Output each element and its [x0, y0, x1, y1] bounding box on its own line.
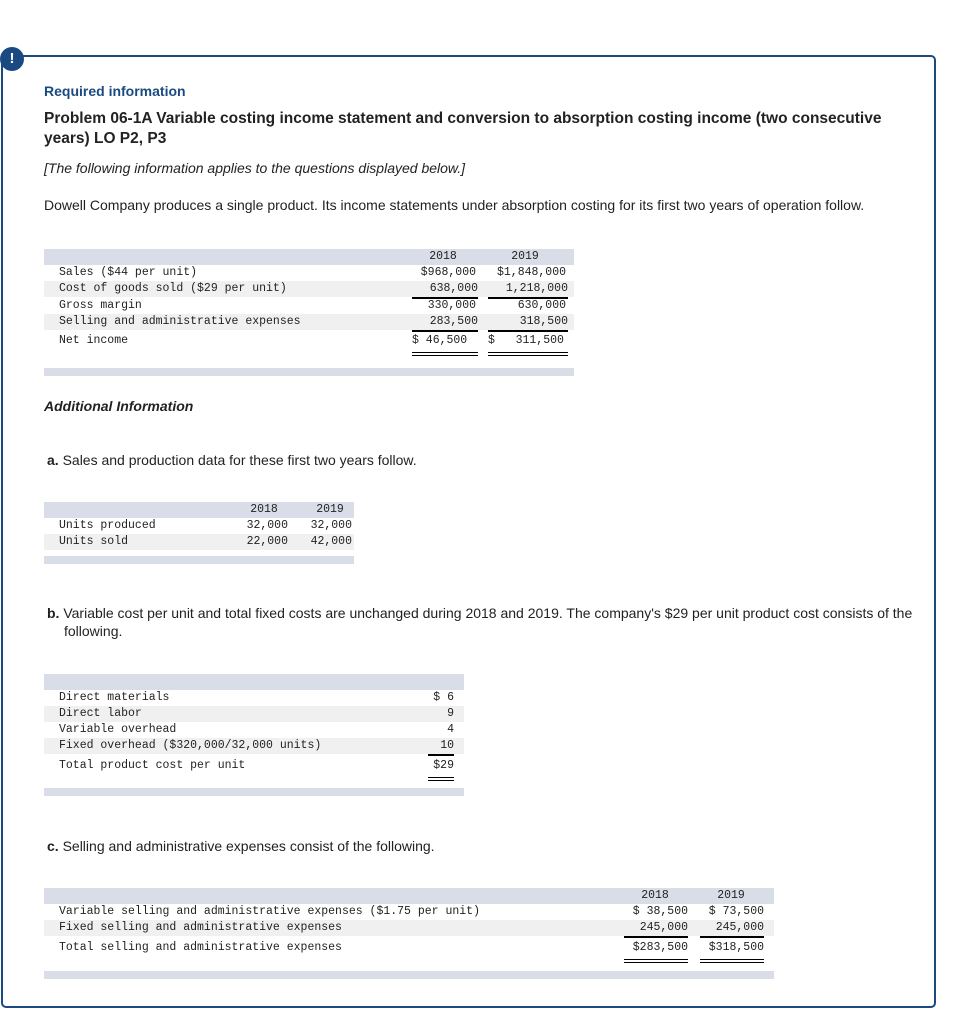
cell-2018: $ 46,500 [412, 330, 478, 356]
table-row [44, 518, 354, 534]
table-footer [44, 368, 574, 376]
cell-value: 4 [447, 723, 454, 736]
col-header-2019: 2019 [717, 889, 745, 902]
table-footer [44, 788, 464, 796]
cell-2018: 32,000 [246, 519, 288, 532]
cell-2019: 245,000 [700, 920, 764, 938]
cell-2019: 318,500 [488, 314, 568, 332]
cell-2019: $ 311,500 [488, 330, 568, 356]
item-c-text [47, 837, 435, 855]
income-statement-table [44, 249, 574, 376]
row-label: Cost of goods sold ($29 per unit) [59, 282, 287, 295]
cell-2019: 630,000 [517, 299, 566, 312]
problem-title: Problem 06-1A Variable costing income statement and conversion to absorption costing income (two consecutive years) LO P2, P3 [44, 110, 882, 147]
item-b-marker: b. [47, 605, 60, 621]
col-header-2018: 2018 [429, 250, 457, 263]
cell-2018: 330,000 [427, 299, 476, 312]
cell-2018: 22,000 [246, 535, 288, 548]
table-header [44, 502, 354, 518]
info-note: [The following information applies to the questions displayed below.] [44, 160, 466, 176]
table-row [44, 706, 464, 722]
cell-2018: $968,000 [420, 266, 476, 279]
row-label: Sales ($44 per unit) [59, 266, 198, 279]
table-row [44, 330, 574, 352]
col-header-2018: 2018 [250, 503, 278, 516]
row-label: Direct labor [59, 707, 142, 720]
table-footer [44, 971, 774, 979]
item-c-body: Selling and administrative expenses consist of the following. [58, 838, 435, 854]
units-table [44, 502, 354, 564]
col-header-2019: 2019 [316, 503, 344, 516]
col-header-2019: 2019 [511, 250, 539, 263]
alert-icon: ! [0, 47, 24, 71]
item-b-text [47, 604, 914, 640]
required-information-label: Required information [44, 83, 186, 99]
table-row [44, 904, 774, 920]
item-b-body: Variable cost per unit and total fixed costs are unchanged during 2018 and 2019. The company's $29 per unit product cost consists of the following. [59, 605, 913, 639]
product-cost-table [44, 674, 464, 796]
row-label: Gross margin [59, 299, 142, 312]
cell-2018: $ 38,500 [632, 905, 688, 918]
cell-value: 9 [447, 707, 454, 720]
row-label: Net income [59, 334, 129, 347]
cell-2019: 42,000 [310, 535, 352, 548]
row-label: Selling and administrative expenses [59, 315, 301, 328]
item-a-marker: a. [47, 452, 59, 468]
table-row [44, 314, 574, 330]
row-label: Direct materials [59, 691, 170, 704]
row-label: Variable overhead [59, 723, 177, 736]
row-label: Total selling and administrative expenses [59, 941, 342, 954]
table-row [44, 265, 574, 281]
cell-2019: $318,500 [700, 937, 764, 963]
additional-info-heading: Additional Information [44, 398, 194, 414]
row-label: Units sold [59, 535, 129, 548]
col-header-2018: 2018 [641, 889, 669, 902]
table-row [44, 534, 354, 550]
table-header [44, 888, 774, 904]
table-row [44, 920, 774, 936]
cell-2018: 638,000 [412, 281, 478, 299]
row-label: Total product cost per unit [59, 759, 246, 772]
row-label: Fixed overhead ($320,000/32,000 units) [59, 739, 322, 752]
item-a-body: Sales and production data for these first two years follow. [58, 452, 417, 468]
item-c-marker: c. [47, 838, 59, 854]
table-row [44, 690, 464, 706]
table-footer [44, 556, 354, 564]
row-label: Fixed selling and administrative expenses [59, 921, 342, 934]
cell-2019: 1,218,000 [488, 281, 568, 299]
table-row [44, 298, 574, 314]
row-label: Units produced [59, 519, 156, 532]
table-row [44, 755, 464, 777]
cell-value: $ 6 [433, 691, 454, 704]
table-row [44, 281, 574, 297]
table-row [44, 937, 774, 959]
cell-2018: 283,500 [412, 314, 478, 332]
table-row [44, 722, 464, 738]
table-row [44, 738, 464, 754]
cell-value: 10 [428, 738, 454, 756]
cell-2019: 32,000 [310, 519, 352, 532]
cell-2019: $1,848,000 [496, 266, 566, 279]
selling-admin-table [44, 888, 774, 979]
cell-2019: $ 73,500 [708, 905, 764, 918]
table-header [44, 674, 464, 690]
item-a-text [47, 451, 417, 469]
cell-value: $29 [428, 755, 454, 781]
intro-text: Dowell Company produces a single product. Its income statements under absorption costing for its first two years of operation follow. [44, 197, 865, 213]
row-label: Variable selling and administrative expenses ($1.75 per unit) [59, 905, 480, 918]
table-header [44, 249, 574, 265]
cell-2018: $283,500 [624, 937, 688, 963]
cell-2018: 245,000 [624, 920, 688, 938]
